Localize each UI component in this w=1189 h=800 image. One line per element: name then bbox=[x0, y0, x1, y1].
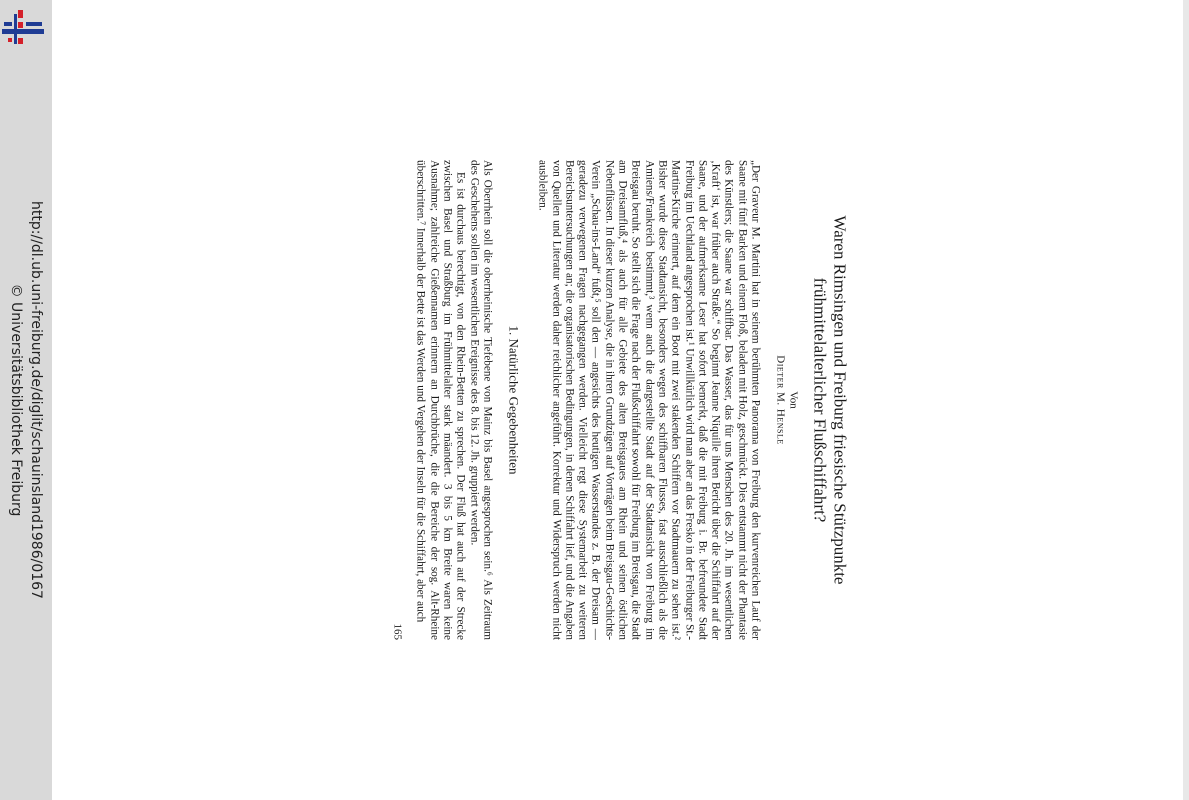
section-heading: 1. Natürliche Gegebenheiten bbox=[506, 325, 522, 475]
viewer-sidebar bbox=[0, 0, 52, 800]
document-url[interactable]: http://dl.ub.uni-freiburg.de/diglit/schauinsland1986/0167 bbox=[28, 201, 44, 599]
copyright-notice: © Universitätsbibliothek Freiburg bbox=[8, 283, 24, 517]
article-author: Dieter M. Hensle bbox=[774, 355, 787, 445]
page-number: 165 bbox=[391, 623, 404, 640]
scanned-page bbox=[390, 160, 849, 640]
sidebar-citation bbox=[6, 0, 46, 800]
section-paragraph-2: Es ist durchaus berechtigt, von den Rhein-Betten zu sprechen. Der Fluß hat auch auf der Strecke zwischen Basel und Straßburg im Frühmittelalter stark mäandert. 3 bis 5 km Breite waren keine Ausnahme; zahlreiche Gießennamen erinnern an Durchbrüche, die die Bereiche der sog. Alt-Rheine überschritten.⁷ Innerhalb der Bette ist das Werden und Vergehen der Inseln für die Schiffahrt, aber auch bbox=[415, 160, 467, 640]
page-edge bbox=[1183, 0, 1189, 800]
intro-paragraph: „Der Graveur M. Martini hat in seinem berühmten Panorama von Freiburg den kurvenreichen Lauf der Saane mit fünf Barken und einem Floß, beladen mit Holz, geschmückt. Dies entstammt nicht der Phantasie des Künstlers; die Saane war schiffbar. Das Wasser, das für uns Menschen des 20. Jh. im wesentlichen ‚Kraft‘ ist, war früher auch Straße.“ So beginnt Jeanne Niquille ihren Bericht über die Schiffahrt auf der Saane, und der aufmerksame Leser hat sofort bemerkt, daß die mit Freiburg i. Br. befreundete Stadt Freiburg im Uechtland angesprochen ist.¹ Unwillkürlich wird man aber an das Fresko in der Freiburger St.-Martins-Kirche erinnert, auf dem ein Boot mit zwei stakenden Schiffern vor Stadtmauern zu sehen ist.² Bisher wurde diese Stadtansicht, besonders wegen des schiffbaren Flusses, fast ausschließlich als die Amiens/Frankreich bestimmt,³ wenn auch die dargestellte Stadt auf der Stadtansicht von Freiburg im Breisgau beruht. So stellt sich die Frage nach der Flußschiffahrt sowohl für Freiburg im Breisgau, die Stadt am Dreisamfluß,⁴ als auch für alle Gebiete des alten Breisgaues am Rhein und seinen östlichen Nebenflüssen. In dieser kurzen Analyse, die in ihren Grundzügen auf Vorträgen beim Breisgau-Geschichts-Verein „Schau-ins-Land“ fußt,⁵ soll den — angesichts des heutigen Wasserstandes z. B. der Dreisam — geradezu verwegenen Fragen nachgegangen werden. Vielleicht regt diese Systemarbeit zu weiteren Bereichsuntersuchungen an; die organisatorischen Bedingungen, in denen Schiffahrt lief, und die Angaben von Quellen und Literatur werden daher reichlicher angeführt. Korrektur und Widerspruch werden nicht ausbleiben. bbox=[536, 160, 762, 640]
article-title: Waren Rimsingen und Freiburg friesische Stützpunkte frühmittelalterlicher Flußschiffahrt? bbox=[810, 215, 850, 585]
article-byline: Von bbox=[787, 391, 800, 409]
section-paragraph-1: Als Oberrhein soll die oberrheinische Tiefebene von Mainz bis Basel angesprochen sein.⁶ Als Zeitraum des Geschehens sollen im wesentlichen Ereignisse des 8. bis 12. Jh. gruppiert werden. bbox=[468, 160, 494, 640]
